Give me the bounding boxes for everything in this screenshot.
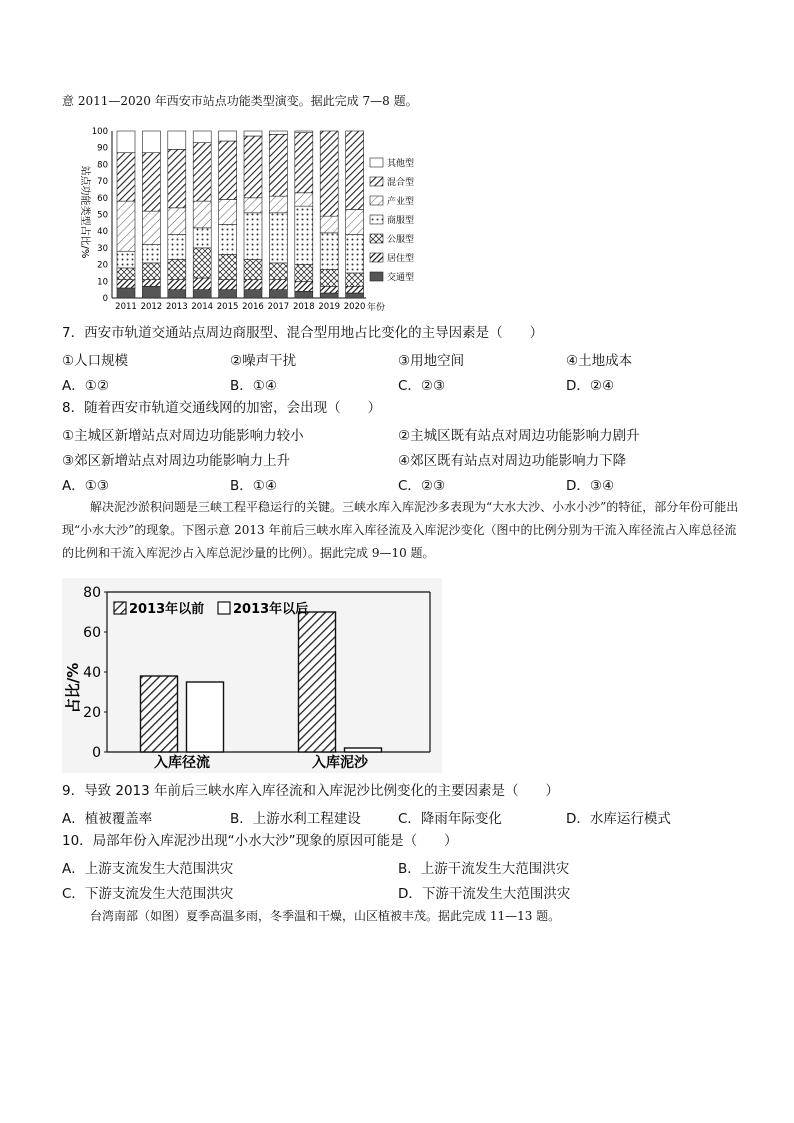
- chart2-ytick-label: 0: [92, 745, 101, 761]
- chart1-bar-segment: [269, 134, 287, 196]
- chart1-bar-segment: [117, 280, 135, 288]
- chart1-ytick-label: 90: [97, 143, 108, 154]
- chart1-bar-segment: [117, 251, 135, 268]
- chart1-xtick-label: 2018: [292, 302, 315, 312]
- chart1-bar-segment: [142, 153, 160, 211]
- chart2-bar: [299, 612, 336, 752]
- chart1-bar-segment: [244, 198, 262, 213]
- q10-option-d[interactable]: D．下游干流发生大范围洪灾: [398, 886, 571, 902]
- chart1-bar-segment: [168, 280, 186, 290]
- q8-item-4: ④郊区既有站点对周边功能影响力下降: [398, 453, 627, 469]
- chart2-xtick-label: 入库径流: [154, 755, 210, 771]
- q7-option-d[interactable]: D．②④: [566, 378, 615, 394]
- chart1-bar-segment: [168, 235, 186, 260]
- q9-option-d[interactable]: D．水库运行模式: [566, 811, 671, 827]
- chart1-ytick-label: 10: [97, 277, 108, 288]
- chart1-bar-segment: [117, 131, 135, 153]
- q10-option-b[interactable]: B．上游干流发生大范围洪灾: [398, 861, 570, 877]
- chart2-ytick-label: 80: [83, 585, 101, 601]
- chart1-legend-swatch: [370, 158, 383, 167]
- chart1-bar-segment: [295, 281, 313, 291]
- chart1-bar-segment: [244, 131, 262, 136]
- chart1-bar-segment: [320, 216, 338, 233]
- chart1-bar-segment: [346, 209, 364, 234]
- q7-item-1: ①人口规模: [62, 353, 129, 369]
- chart1-bar-segment: [219, 255, 237, 280]
- chart1-bar-segment: [142, 131, 160, 153]
- chart1-bar-segment: [193, 201, 211, 228]
- chart1-bar-segment: [219, 290, 237, 298]
- chart1-xtick-label: 2013: [165, 302, 188, 312]
- chart1-legend-label: 公服型: [387, 235, 415, 245]
- chart1-bar-segment: [244, 280, 262, 290]
- chart1-bar-segment: [168, 208, 186, 235]
- chart1-bar-segment: [346, 235, 364, 273]
- chart2-legend-label: 2013年以后: [233, 602, 309, 617]
- intro-text-q7-8: 意 2011—2020 年西安市站点功能类型演变。据此完成 7—8 题。: [62, 94, 418, 108]
- q8-option-b[interactable]: B．①④: [230, 478, 277, 494]
- chart1-bar-segment: [117, 201, 135, 251]
- chart1-bar-segment: [219, 280, 237, 290]
- chart1-xtick-label: 2015: [216, 302, 239, 312]
- chart1-xtick-label: 2014: [191, 302, 214, 312]
- chart1-ytick-label: 100: [91, 127, 108, 137]
- chart1-bar-segment: [346, 273, 364, 286]
- station-function-chart: [70, 122, 430, 318]
- chart2-xtick-label: 入库泥沙: [312, 755, 368, 771]
- q8-item-1: ①主城区新增站点对周边功能影响力较小: [62, 428, 304, 444]
- chart2-legend-swatch: [114, 602, 126, 614]
- q8-option-c[interactable]: C．②③: [398, 478, 446, 494]
- chart1-bar-segment: [269, 263, 287, 280]
- chart1-bar-segment: [168, 290, 186, 298]
- chart1-bar-segment: [346, 131, 364, 209]
- chart1-bar-segment: [269, 290, 287, 298]
- chart1-bar-segment: [219, 225, 237, 255]
- q7-item-4: ④土地成本: [566, 353, 633, 369]
- chart1-bar-segment: [142, 245, 160, 263]
- chart1-bar-segment: [269, 213, 287, 263]
- chart1-bar-segment: [269, 280, 287, 290]
- chart2-legend-swatch: [218, 602, 230, 614]
- q7-option-c[interactable]: C．②③: [398, 378, 446, 394]
- q9-option-b[interactable]: B．上游水利工程建设: [230, 811, 361, 827]
- chart1-bar-segment: [193, 290, 211, 298]
- q9-option-a[interactable]: A．植被覆盖率: [62, 811, 153, 827]
- q8-stem: 8．随着西安市轨道交通线网的加密，会出现（ ）: [62, 400, 382, 416]
- q10-option-c[interactable]: C．下游支流发生大范围洪灾: [62, 886, 234, 902]
- chart1-legend-label: 产业型: [387, 197, 415, 207]
- chart1-bar-segment: [269, 131, 287, 134]
- chart1-legend-label: 商服型: [387, 216, 415, 226]
- chart1-xtick-label: 2019: [318, 302, 341, 312]
- chart1-xunit: 年份: [367, 303, 386, 313]
- chart1-ytick-label: 40: [97, 227, 108, 238]
- chart2-ytick-label: 60: [83, 625, 101, 641]
- chart1-bar-segment: [219, 131, 237, 141]
- chart1-ytick-label: 30: [97, 243, 108, 254]
- chart1-bar-segment: [295, 265, 313, 282]
- q7-option-a[interactable]: A．①②: [62, 378, 109, 394]
- q9-option-c[interactable]: C．降雨年际变化: [398, 811, 502, 827]
- q8-item-3: ③郊区新增站点对周边功能影响力上升: [62, 453, 291, 469]
- chart1-legend-swatch: [370, 196, 383, 205]
- chart1-bar-segment: [295, 193, 313, 206]
- chart1-bar-segment: [320, 233, 338, 270]
- chart1-ytick-label: 50: [97, 210, 108, 221]
- chart1-bar-segment: [320, 270, 338, 287]
- chart1-bar-segment: [117, 268, 135, 280]
- chart1-ytick-label: 70: [97, 177, 108, 188]
- chart1-legend-swatch: [370, 177, 383, 186]
- chart1-bar-segment: [269, 196, 287, 213]
- chart1-bar-segment: [295, 133, 313, 193]
- q7-item-3: ③用地空间: [398, 353, 465, 369]
- chart1-legend-label: 交通型: [387, 273, 415, 283]
- chart1-bar-segment: [168, 149, 186, 207]
- chart1-bar-segment: [168, 260, 186, 280]
- chart2-ytick-label: 40: [83, 665, 101, 681]
- chart1-bar-segment: [320, 293, 338, 298]
- chart1-xtick-label: 2020: [343, 302, 366, 312]
- chart1-bar-segment: [295, 131, 313, 133]
- intro-text-q9-10: 解决泥沙淤积问题是三峡工程平稳运行的关键。三峡水库入库泥沙多表现为“大水大沙、小水小沙”的特征，部分年份可能出现“小水大沙”的现象。下图示意 2013 年前后三峡水库入库径流及入库泥沙变化（图中的比例分别为干流入库径流占入库总径流的比例和干流入库泥沙占入库总泥沙量的比例）。据此完成 9—10 题。: [62, 500, 739, 560]
- chart2-legend-label: 2013年以前: [129, 602, 205, 617]
- chart1-ytick-label: 60: [97, 193, 108, 204]
- chart1-bar-segment: [346, 293, 364, 298]
- chart1-bar-segment: [142, 263, 160, 280]
- q7-item-2: ②噪声干扰: [230, 353, 297, 369]
- chart1-legend-swatch: [370, 253, 383, 262]
- q7-option-b[interactable]: B．①④: [230, 378, 277, 394]
- q8-option-a[interactable]: A．①③: [62, 478, 109, 494]
- chart1-bar-segment: [193, 143, 211, 201]
- chart1-bar-segment: [219, 141, 237, 199]
- chart1-bar-segment: [193, 248, 211, 278]
- chart1-bar-segment: [193, 278, 211, 290]
- chart1-bar-segment: [295, 206, 313, 264]
- chart1-legend-swatch: [370, 215, 383, 224]
- chart1-xtick-label: 2011: [115, 302, 137, 312]
- chart1-bar-segment: [320, 286, 338, 293]
- chart1-bar-segment: [142, 211, 160, 244]
- chart2-ytick-label: 20: [83, 705, 101, 721]
- chart1-bar-segment: [219, 199, 237, 224]
- chart1-bar-segment: [193, 228, 211, 248]
- chart1-xtick-label: 2012: [140, 302, 163, 312]
- chart1-bar-segment: [117, 153, 135, 201]
- chart1-bar-segment: [320, 131, 338, 216]
- chart2-ylabel: 占比/%: [64, 662, 82, 714]
- q8-item-2: ②主城区既有站点对周边功能影响力剧升: [398, 428, 640, 444]
- q7-stem: 7．西安市轨道交通站点周边商服型、混合型用地占比变化的主导因素是（ ）: [62, 325, 544, 341]
- chart1-bar-segment: [346, 286, 364, 293]
- chart1-bar-segment: [168, 131, 186, 149]
- chart1-bar-segment: [244, 213, 262, 260]
- intro-text-q11-13: 台湾南部（如图）夏季高温多雨，冬季温和干燥，山区植被丰茂。据此完成 11—13 题。: [90, 909, 561, 923]
- chart1-xtick-label: 2017: [267, 302, 290, 312]
- q8-option-d[interactable]: D．③④: [566, 478, 615, 494]
- chart2-bar: [187, 682, 224, 752]
- reservoir-inflow-chart: [62, 578, 442, 773]
- chart1-bar-segment: [244, 260, 262, 280]
- chart1-legend-label: 居住型: [387, 254, 415, 264]
- chart1-legend-label: 混合型: [387, 178, 415, 188]
- chart1-ytick-label: 80: [97, 160, 108, 171]
- q10-stem: 10．局部年份入库泥沙出现“小水大沙”现象的原因可能是（ ）: [62, 833, 458, 849]
- chart2-bar: [345, 748, 382, 752]
- chart1-legend-swatch: [370, 272, 383, 281]
- chart1-bar-segment: [117, 288, 135, 298]
- chart1-bar-segment: [142, 280, 160, 287]
- chart1-legend-swatch: [370, 234, 383, 243]
- q10-option-a[interactable]: A．上游支流发生大范围洪灾: [62, 861, 234, 877]
- chart1-ytick-label: 20: [97, 260, 108, 271]
- chart1-bar-segment: [142, 286, 160, 298]
- chart1-xtick-label: 2016: [242, 302, 264, 312]
- chart1-ylabel: 站点功能类型占比/%: [79, 165, 90, 259]
- chart1-ytick-label: 0: [102, 294, 108, 304]
- chart2-bar: [141, 676, 178, 752]
- chart1-bar-segment: [193, 131, 211, 143]
- chart1-bar-segment: [295, 291, 313, 298]
- q9-stem: 9．导致 2013 年前后三峡水库入库径流和入库泥沙比例变化的主要因素是（ ）: [62, 783, 560, 799]
- chart1-legend-label: 其他型: [387, 159, 415, 169]
- chart1-bar-segment: [244, 290, 262, 298]
- chart1-bar-segment: [244, 136, 262, 198]
